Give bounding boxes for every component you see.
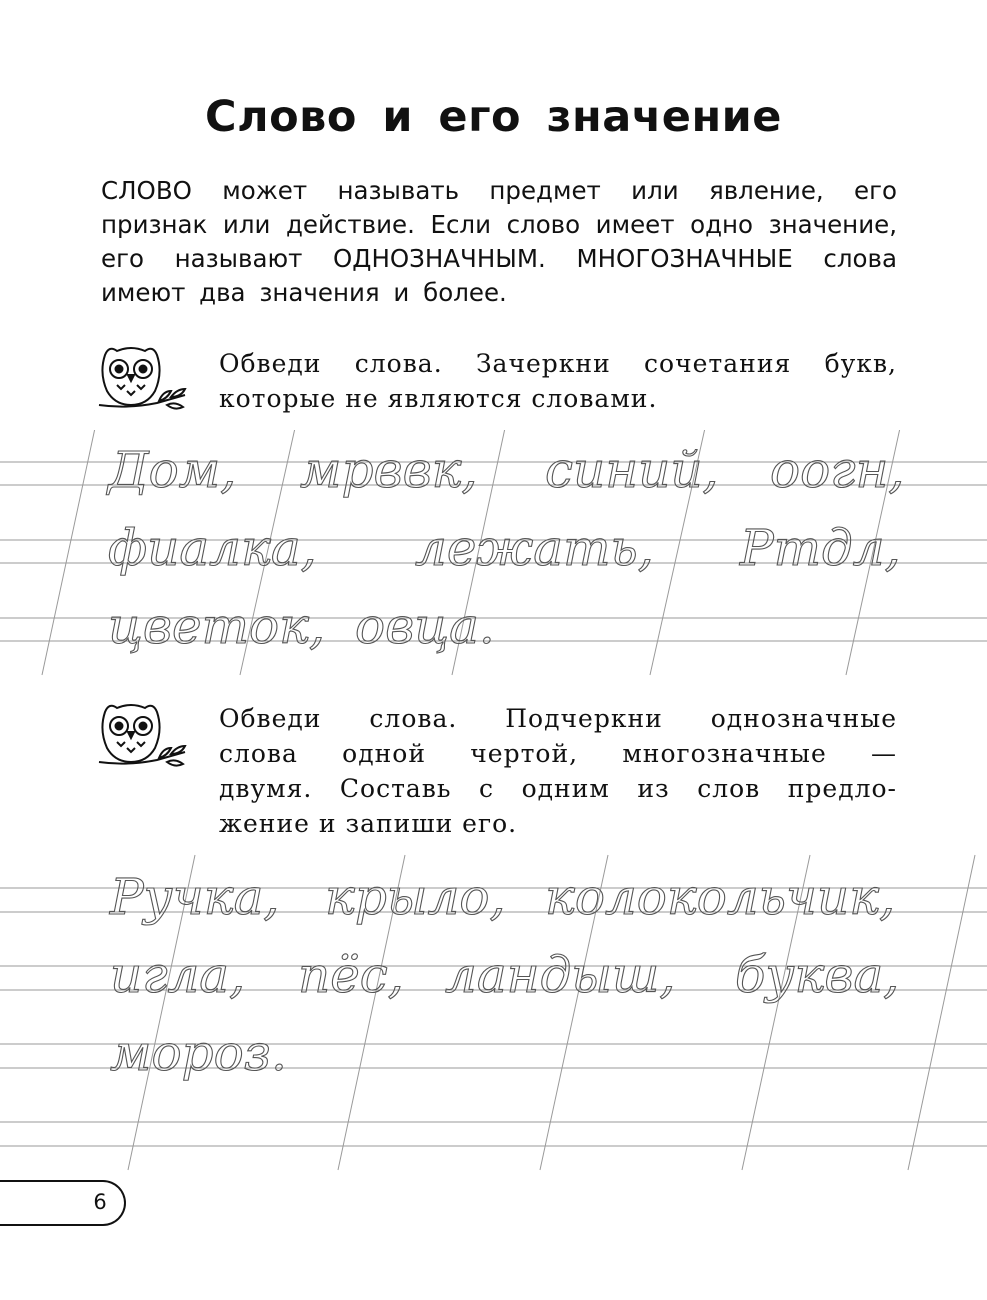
- intro-line: признак или действие. Если слово имеет одно значение,: [101, 210, 897, 239]
- handwriting-word: цветок,: [108, 597, 325, 655]
- task-instruction: [219, 701, 897, 841]
- task-line: жение и запиши его.: [219, 809, 518, 838]
- handwriting-word: мрввк,: [300, 441, 478, 499]
- handwriting-grid: [0, 430, 987, 680]
- page-title: Слово и его значение: [205, 92, 782, 142]
- task-line: Обведи слова. Зачеркни сочетания букв,: [219, 349, 897, 378]
- handwriting-word: овца.: [355, 597, 495, 655]
- handwriting-word: колокольчик,: [545, 868, 895, 926]
- handwriting-word: крыло,: [325, 868, 506, 926]
- task-line: двумя. Составь с одним из слов предло-: [219, 774, 897, 803]
- handwriting-word: буква,: [735, 946, 900, 1004]
- handwriting-word: лежать,: [415, 519, 654, 577]
- task-line: слова одной чертой, многозначные —: [219, 739, 897, 768]
- handwriting-word: ландыш,: [445, 946, 676, 1004]
- task-instruction: [219, 346, 897, 416]
- intro-line: его называют ОДНОЗНАЧНЫМ. МНОГОЗНАЧНЫЕ слова: [101, 244, 897, 273]
- intro-line: имеют два значения и более.: [101, 278, 507, 307]
- intro-line: СЛОВО может называть предмет или явление, его: [101, 176, 897, 205]
- handwriting-word: Ручка,: [110, 868, 280, 926]
- task-line: которые не являются словами.: [219, 384, 658, 413]
- handwriting-word: мороз.: [110, 1024, 287, 1082]
- page-number: 6: [93, 1190, 107, 1214]
- handwriting-word: оогн,: [770, 441, 905, 499]
- handwriting-word: синий,: [545, 441, 719, 499]
- owl-icon: [97, 700, 189, 772]
- handwriting-word: фиалка,: [108, 519, 317, 577]
- owl-icon: [97, 343, 189, 415]
- handwriting-word: Дом,: [108, 441, 237, 499]
- task-line: Обведи слова. Подчеркни однозначные: [219, 704, 897, 733]
- handwriting-word: игла,: [110, 946, 246, 1004]
- handwriting-grid: [0, 850, 987, 1180]
- intro-paragraph: [101, 174, 897, 310]
- handwriting-word: пёс,: [298, 946, 404, 1004]
- handwriting-word: Ртдл,: [740, 519, 901, 577]
